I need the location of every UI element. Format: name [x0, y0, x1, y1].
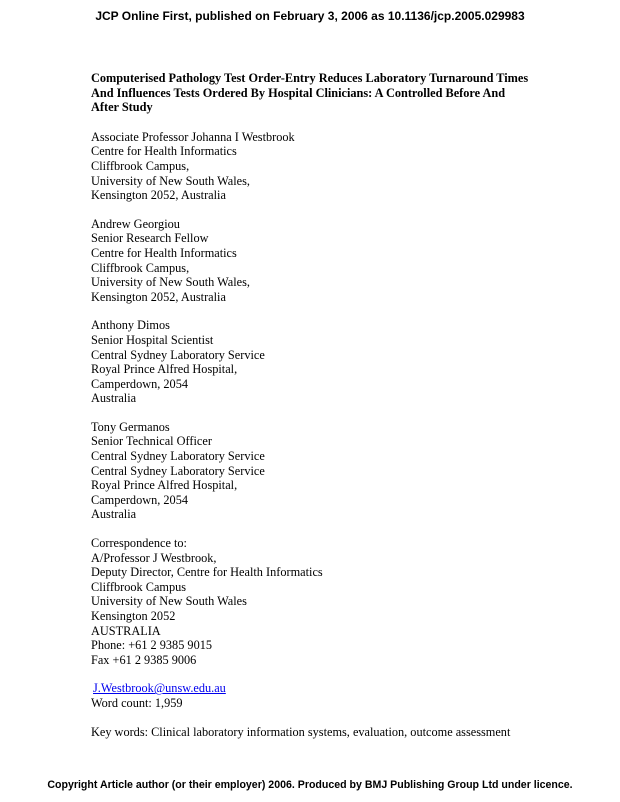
author-affiliation: Kensington 2052, Australia: [91, 289, 226, 304]
fax-number: Fax +61 2 9385 9006: [91, 652, 197, 667]
keywords: Key words: Clinical laboratory information systems, evaluation, outcome assessment: [91, 724, 511, 739]
keywords-block: [91, 725, 541, 740]
contact-block: [91, 681, 541, 710]
author-block-georgiou: [91, 217, 541, 305]
author-affiliation: Camperdown, 2054: [91, 492, 188, 507]
author-affiliation: Cliffbrook Campus,: [91, 260, 190, 275]
author-name: Andrew Georgiou: [91, 216, 180, 231]
correspondence-line: Cliffbrook Campus: [91, 579, 187, 594]
author-name: Anthony Dimos: [91, 318, 170, 333]
correspondence-line: University of New South Wales: [91, 594, 247, 609]
author-affiliation: Central Sydney Laboratory Service: [91, 463, 265, 478]
title-line: And Influences Tests Ordered By Hospital Clinicians: A Controlled Before And: [91, 85, 506, 100]
correspondence-line: Kensington 2052: [91, 609, 176, 623]
paper-title: [91, 71, 541, 115]
author-affiliation: Royal Prince Alfred Hospital,: [91, 362, 238, 377]
author-name: Tony Germanos: [91, 419, 170, 434]
copyright-footer: Copyright Article author (or their employer) 2006. Produced by BMJ Publishing Group Ltd under licence.: [47, 779, 573, 791]
author-role: Senior Research Fellow: [91, 231, 209, 246]
email-line: [91, 681, 541, 696]
title-line: After Study: [91, 100, 153, 115]
correspondence-line: Deputy Director, Centre for Health Informatics: [91, 565, 323, 580]
author-affiliation: Kensington 2052, Australia: [91, 188, 226, 203]
author-block-westbrook: [91, 130, 541, 203]
author-affiliation: Australia: [91, 391, 137, 406]
phone-number: Phone: +61 2 9385 9015: [91, 638, 213, 653]
author-role: Senior Technical Officer: [91, 434, 212, 449]
author-name: Associate Professor Johanna I Westbrook: [91, 129, 295, 144]
author-affiliation: University of New South Wales,: [91, 173, 250, 188]
correspondence-block: [91, 536, 541, 667]
author-affiliation: Royal Prince Alfred Hospital,: [91, 478, 238, 493]
paper-title-page: [91, 71, 541, 739]
correspondence-line: A/Professor J Westbrook,: [91, 550, 217, 565]
word-count: Word count: 1,959: [91, 695, 183, 710]
author-affiliation: Camperdown, 2054: [91, 376, 188, 391]
correspondence-line: AUSTRALIA: [91, 623, 161, 638]
author-block-germanos: [91, 420, 541, 522]
author-block-dimos: [91, 318, 541, 406]
author-role: Senior Hospital Scientist: [91, 332, 214, 347]
author-affiliation: University of New South Wales,: [91, 275, 250, 290]
title-line: Computerised Pathology Test Order-Entry Reduces Laboratory Turnaround Times: [91, 71, 529, 85]
author-affiliation: Centre for Health Informatics: [91, 144, 237, 159]
correspondence-heading: Correspondence to:: [91, 536, 187, 551]
author-affiliation: Cliffbrook Campus,: [91, 158, 190, 173]
email-link[interactable]: J.Westbrook@unsw.edu.au: [93, 681, 226, 696]
journal-header-banner: JCP Online First, published on February 3, 2006 as 10.1136/jcp.2005.029983: [95, 9, 525, 23]
author-affiliation: Central Sydney Laboratory Service: [91, 449, 265, 464]
author-affiliation: Centre for Health Informatics: [91, 245, 237, 260]
author-affiliation: Australia: [91, 507, 137, 522]
author-affiliation: Central Sydney Laboratory Service: [91, 347, 265, 362]
